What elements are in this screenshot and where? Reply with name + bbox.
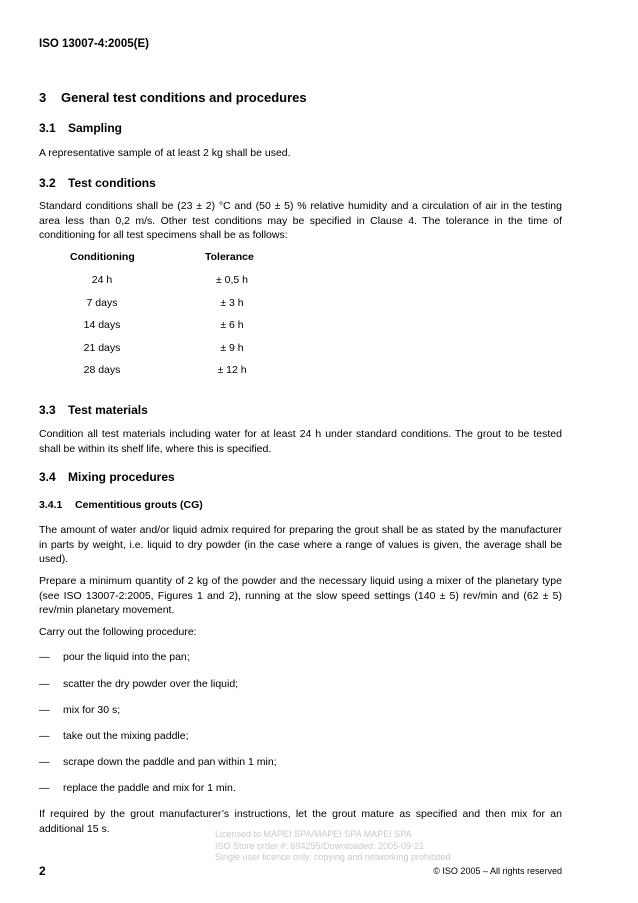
section-number: 3.4 bbox=[39, 470, 56, 484]
copyright-notice: © ISO 2005 – All rights reserved bbox=[433, 866, 562, 876]
list-item: — mix for 30 s; bbox=[39, 704, 121, 716]
list-item: — take out the mixing paddle; bbox=[39, 730, 189, 742]
dash-bullet: — bbox=[39, 730, 50, 742]
section-title: Sampling bbox=[68, 121, 123, 135]
section-title: Cementitious grouts (CG) bbox=[75, 499, 203, 511]
list-item: — pour the liquid into the pan; bbox=[39, 651, 190, 663]
section-number: 3.3 bbox=[39, 403, 56, 417]
table-cell: ± 9 h bbox=[220, 342, 244, 354]
document-id: ISO 13007-4:2005(E) bbox=[39, 38, 149, 50]
table-cell: 24 h bbox=[91, 274, 113, 286]
section-title: Test materials bbox=[68, 403, 148, 417]
section-3-3-heading bbox=[39, 403, 148, 417]
procedure-intro: Carry out the following procedure: bbox=[39, 626, 197, 638]
section-title: Mixing procedures bbox=[68, 470, 175, 484]
license-watermark: Licensed to MAPEI SPA/MAPEI SPA MAPEI SPA ISO Store order #: 694255/Downloaded: 2005-09-21 Single user licence only, copying and networking prohibited bbox=[215, 829, 451, 862]
test-materials-paragraph: Condition all test materials including water for at least 24 h under standard conditions. The grout to be tested shall be within its shelf life, where this is specified. bbox=[39, 428, 562, 455]
section-number: 3 bbox=[39, 90, 47, 105]
section-3-1-heading bbox=[39, 121, 122, 135]
section-3-2-heading bbox=[39, 176, 156, 190]
table-cell: ± 0,5 h bbox=[215, 274, 249, 286]
table-cell: ± 12 h bbox=[217, 364, 247, 376]
test-conditions-paragraph: Standard conditions shall be (23 ± 2) °C and (50 ± 5) % relative humidity and a circulation of air in the testing area less than 0,2 m/s. Other test conditions may be specified in Clause 4. The tolerance in the time of conditioning for all test specimens shall be as follows: bbox=[39, 200, 562, 241]
table-cell: 28 days bbox=[83, 364, 121, 376]
dash-bullet: — bbox=[39, 678, 50, 690]
mixer-paragraph: Prepare a minimum quantity of 2 kg of the powder and the necessary liquid using a mixer of the planetary type (see ISO 13007-2:2005, Figures 1 and 2), running at the slow speed settings (140 ± 5) rev/min and (62 ± 5) rev/min planetary movement. bbox=[39, 575, 562, 616]
dash-bullet: — bbox=[39, 651, 50, 663]
water-amount-paragraph: The amount of water and/or liquid admix required for preparing the grout shall be as stated by the manufacturer in parts by weight, i.e. liquid to dry powder (in the case where a range of values is given, the average shall be used). bbox=[39, 524, 562, 565]
table-cell: ± 3 h bbox=[220, 297, 244, 309]
section-3-4-heading bbox=[39, 470, 175, 484]
section-number: 3.4.1 bbox=[39, 499, 63, 511]
section-3-4-1-heading bbox=[39, 499, 203, 511]
dash-bullet: — bbox=[39, 704, 50, 716]
dash-bullet: — bbox=[39, 756, 50, 768]
list-item: — replace the paddle and mix for 1 min. bbox=[39, 782, 236, 794]
list-item: — scrape down the paddle and pan within 1 min; bbox=[39, 756, 277, 768]
page-number: 2 bbox=[39, 864, 46, 878]
table-cell: 14 days bbox=[83, 319, 121, 331]
table-header-conditioning: Conditioning bbox=[70, 251, 135, 263]
section-title: General test conditions and procedures bbox=[61, 90, 307, 105]
section-title: Test conditions bbox=[68, 176, 156, 190]
section-number: 3.1 bbox=[39, 121, 56, 135]
mature-paragraph: If required by the grout manufacturer’s instructions, let the grout mature as specified and then mix for an additional 15 s. bbox=[39, 808, 562, 835]
table-cell: 7 days bbox=[86, 297, 118, 309]
table-cell: 21 days bbox=[83, 342, 121, 354]
table-cell: ± 6 h bbox=[220, 319, 244, 331]
sampling-paragraph: A representative sample of at least 2 kg shall be used. bbox=[39, 147, 291, 159]
table-header-tolerance: Tolerance bbox=[205, 251, 254, 263]
section-3-heading bbox=[39, 90, 307, 105]
section-number: 3.2 bbox=[39, 176, 56, 190]
list-item: — scatter the dry powder over the liquid; bbox=[39, 678, 239, 690]
dash-bullet: — bbox=[39, 782, 50, 794]
